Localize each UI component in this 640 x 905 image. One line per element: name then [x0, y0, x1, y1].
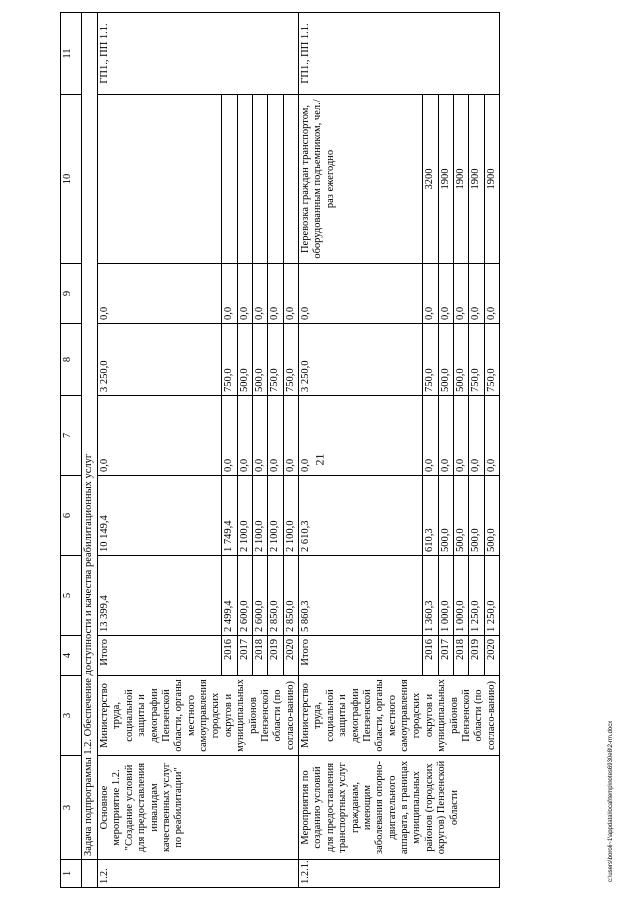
- local-budget-cell: 750,0: [268, 324, 283, 396]
- year-cell: 2017: [438, 636, 453, 676]
- header-cell: 1: [61, 860, 82, 888]
- local-budget-cell: 500,0: [453, 324, 468, 396]
- year-cell: 2018: [252, 636, 267, 676]
- regional-budget-cell: 2 100,0: [268, 476, 283, 556]
- regional-budget-cell: 2 100,0: [283, 476, 298, 556]
- other-sources-cell: 0,0: [98, 264, 222, 324]
- total-amount-cell: 13 399,4: [98, 556, 222, 636]
- indicator-value-cell: [98, 95, 222, 264]
- local-budget-cell: 750,0: [484, 324, 499, 396]
- federal-budget-cell: 0,0: [453, 396, 468, 476]
- regional-budget-cell: 1 749,4: [222, 476, 237, 556]
- year-cell: 2018: [453, 636, 468, 676]
- executor: Министерство труда, социальной защиты и демографии Пензенской области, органы местного самоуправления городских округов и муниципальных районов Пензенской области (по согласо-ванию): [98, 676, 299, 756]
- local-budget-cell: 750,0: [222, 324, 237, 396]
- header-cell: 9: [61, 264, 82, 324]
- header-cell: 3: [61, 676, 82, 756]
- other-sources-cell: 0,0: [438, 264, 453, 324]
- local-budget-cell: 750,0: [423, 324, 438, 396]
- regional-budget-cell: 10 149,4: [98, 476, 222, 556]
- header-cell: 3: [61, 756, 82, 860]
- federal-budget-cell: 0,0: [268, 396, 283, 476]
- measure-row: [98, 13, 222, 888]
- federal-budget-cell: 0,0: [299, 396, 423, 476]
- indicator-value-cell: 1900: [484, 95, 499, 264]
- other-sources-cell: 0,0: [283, 264, 298, 324]
- total-amount-cell: 1 360,3: [423, 556, 438, 636]
- total-amount-cell: 1 000,0: [453, 556, 468, 636]
- indicator-value-cell: 3200: [423, 95, 438, 264]
- regional-budget-cell: 500,0: [453, 476, 468, 556]
- year-cell: 2017: [237, 636, 252, 676]
- program-code: ГП1., ПП 1.1.: [98, 13, 299, 95]
- federal-budget-cell: 0,0: [438, 396, 453, 476]
- local-budget-cell: 500,0: [438, 324, 453, 396]
- task-row: [82, 13, 98, 888]
- measure-name: Мероприятия по созданию условий для предоставления транспортных услуг гражданам, имеющим заболевания опорно-двигательного аппарата, в границах муниципальных районов (городских округов) Пензенской области: [299, 756, 500, 860]
- indicator-value-cell: [237, 95, 252, 264]
- header-cell: 5: [61, 556, 82, 636]
- measure-row: [299, 13, 423, 888]
- indicator-value-cell: [283, 95, 298, 264]
- other-sources-cell: 0,0: [423, 264, 438, 324]
- other-sources-cell: 0,0: [453, 264, 468, 324]
- header-cell: 6: [61, 476, 82, 556]
- year-cell: 2019: [469, 636, 484, 676]
- year-cell: 2020: [283, 636, 298, 676]
- local-budget-cell: 750,0: [283, 324, 298, 396]
- indicator-value-cell: [268, 95, 283, 264]
- indicator-value-cell: [222, 95, 237, 264]
- local-budget-cell: 500,0: [237, 324, 252, 396]
- local-budget-cell: 3 250,0: [299, 324, 423, 396]
- total-amount-cell: 1 250,0: [484, 556, 499, 636]
- task-title: Задача подпрограммы 1.2. Обеспечение доступности и качества реабилитационных услуг: [82, 13, 98, 860]
- total-amount-cell: 5 860,3: [299, 556, 423, 636]
- total-amount-cell: 2 850,0: [268, 556, 283, 636]
- other-sources-cell: 0,0: [484, 264, 499, 324]
- year-cell: 2016: [222, 636, 237, 676]
- total-amount-cell: 2 600,0: [237, 556, 252, 636]
- rotated-document-page: [60, 13, 614, 888]
- other-sources-cell: 0,0: [252, 264, 267, 324]
- regional-budget-cell: 2 100,0: [252, 476, 267, 556]
- year-cell: Итого: [98, 636, 222, 676]
- header-row: [61, 13, 82, 888]
- regional-budget-cell: 500,0: [484, 476, 499, 556]
- total-amount-cell: 2 600,0: [252, 556, 267, 636]
- other-sources-cell: 0,0: [469, 264, 484, 324]
- file-path-footer: c:\users\boroli~1\appdata\local\temp\notes6930e8\2-rm.docx: [608, 720, 614, 882]
- federal-budget-cell: 0,0: [98, 396, 222, 476]
- other-sources-cell: 0,0: [299, 264, 423, 324]
- regional-budget-cell: 2 100,0: [237, 476, 252, 556]
- federal-budget-cell: 0,0: [423, 396, 438, 476]
- federal-budget-cell: 0,0: [237, 396, 252, 476]
- total-amount-cell: 1 000,0: [438, 556, 453, 636]
- program-table: [60, 12, 500, 888]
- year-cell: Итого: [299, 636, 423, 676]
- indicator-value-cell: [252, 95, 267, 264]
- indicator-value-cell: 1900: [453, 95, 468, 264]
- total-amount-cell: 2 850,0: [283, 556, 298, 636]
- regional-budget-cell: 610,3: [423, 476, 438, 556]
- measure-number: 1.2.: [98, 860, 299, 888]
- year-cell: 2016: [423, 636, 438, 676]
- header-cell: 7: [61, 396, 82, 476]
- regional-budget-cell: 500,0: [469, 476, 484, 556]
- executor: Министерство труда, социальной защиты и демографии Пензенской области, органы местного самоуправления городских округов и муниципальных районов Пензенской области (по согласо-ванию): [299, 676, 500, 756]
- federal-budget-cell: 0,0: [252, 396, 267, 476]
- local-budget-cell: 750,0: [469, 324, 484, 396]
- federal-budget-cell: 0,0: [484, 396, 499, 476]
- local-budget-cell: 3 250,0: [98, 324, 222, 396]
- indicator-cell: Перевозка граждан транспортом, оборудованным подъемником, чел./раз ежегодно: [299, 95, 423, 264]
- year-cell: 2020: [484, 636, 499, 676]
- header-cell: 11: [61, 13, 82, 95]
- header-cell: 8: [61, 324, 82, 396]
- indicator-value-cell: 1900: [469, 95, 484, 264]
- year-cell: 2019: [268, 636, 283, 676]
- program-code: ГП1., ПП 1.1.: [299, 13, 500, 95]
- task-empty-cell: [82, 860, 98, 888]
- other-sources-cell: 0,0: [237, 264, 252, 324]
- measure-name: Основное мероприятие 1.2. "Создание условий для предоставления инвалидам качественных услуг по реабилитации": [98, 756, 299, 860]
- indicator-value-cell: 1900: [438, 95, 453, 264]
- header-cell: 4: [61, 636, 82, 676]
- total-amount-cell: 2 499,4: [222, 556, 237, 636]
- other-sources-cell: 0,0: [268, 264, 283, 324]
- federal-budget-cell: 0,0: [469, 396, 484, 476]
- page-number: 21: [312, 453, 327, 466]
- federal-budget-cell: 0,0: [222, 396, 237, 476]
- federal-budget-cell: 0,0: [283, 396, 298, 476]
- local-budget-cell: 500,0: [252, 324, 267, 396]
- measure-number: 1.2.1.: [299, 860, 500, 888]
- header-cell: 10: [61, 95, 82, 264]
- regional-budget-cell: 500,0: [438, 476, 453, 556]
- other-sources-cell: 0,0: [222, 264, 237, 324]
- total-amount-cell: 1 250,0: [469, 556, 484, 636]
- regional-budget-cell: 2 610,3: [299, 476, 423, 556]
